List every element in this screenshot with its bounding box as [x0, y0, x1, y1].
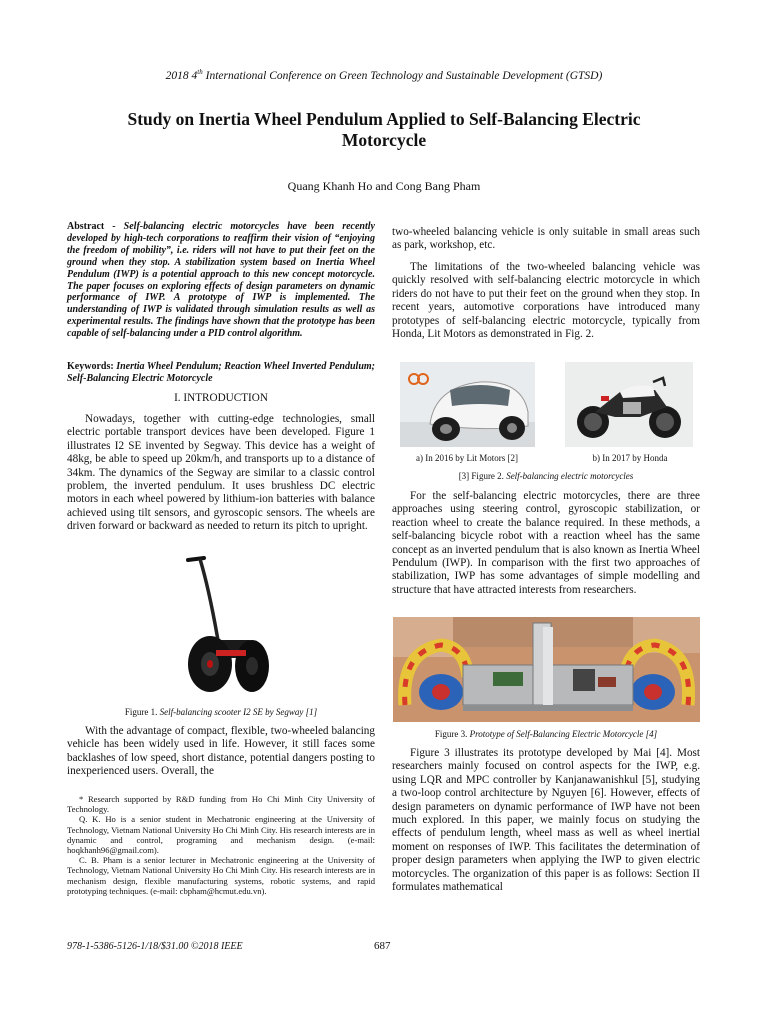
honda-motorcycle-image [565, 362, 693, 447]
keywords [67, 361, 375, 385]
figure-1-caption [67, 707, 375, 717]
keywords-body: Inertia Wheel Pendulum; Reaction Wheel Inverted Pendulum; Self-Balancing Electric Motorcycle [67, 361, 375, 384]
prototype-image [393, 617, 700, 722]
figure-1-text: Self-balancing scooter I2 SE by Segway [1] [159, 707, 318, 717]
section-heading-introduction: I. INTRODUCTION [174, 392, 268, 404]
page-number: 687 [374, 940, 391, 952]
figure-2-text: Self-balancing electric motorcycles [506, 471, 634, 481]
intro-paragraph-1: Nowadays, together with cutting-edge technologies, small electric portable transport devices have been developed. Figure 1 illustrates I2 SE invented by Segway. This device has a weight of 48kg, be able to speed up 20km/h, and transports up to a distance of 34km. The dynamics of the Segway are similar to a classic control problem, the inverted pendulum. It uses brushless DC electric motors in each wheel powered by lithium-ion batteries with balance achieved using tilt sensors, and gyroscopic sensors. The wheels are driven forward or backward as needed to return its pitch to upright. [67, 413, 375, 533]
footnote-author-2: C. B. Pham is a senior lecturer in Mechatronic engineering at the University of Technology, Vietnam National University Ho Chi Minh City. His research interests are in mechanism design, flexible manufacturing systems, robotic systems, and rapid prototyping techniques. (e-mail: cbpham@hcmut.edu.vn). [67, 855, 375, 896]
conference-header [0, 68, 768, 82]
right-paragraph-4: Figure 3 illustrates its prototype developed by Mai [4]. Most researchers mainly focused on control aspects for the IWP, e.g. using LQR and MPC controller by Kanjanawanishkul [5], studying a two-loop control architecture by Nguyen [6]. However, effects of design parameters on dynamic performance of IWP have not been much explored. In this paper, we mainly focus on studying the effects of pendulum length, wheel mass as well as wheel inertial moment on responses of IWP. This facilitates the determination of proper design parameters when applying the IWP to given electric motorcycles. The organization of this paper is as follows: Section II formulates mathematical [392, 747, 700, 894]
isbn-copyright: 978-1-5386-5126-1/18/$31.00 ©2018 IEEE [67, 941, 243, 952]
right-paragraph-3: For the self-balancing electric motorcycles, there are three approaches using steering control, gyroscopic stabilization, or reaction wheel to create the balance required. In these methods, a self-balancing bicycle robot with a reaction wheel has the same concept as an inverted pendulum that is also known as Inertia Wheel Pendulum (IWP). In comparison with the first two approaches of stabilization, IWP has some advantages of simple modelling and structure that have attracted interests from researchers. [392, 490, 700, 596]
conference-ordinal: th [197, 68, 203, 76]
figure-2-label: [3] Figure 2. [458, 471, 507, 481]
right-paragraph-1: two-wheeled balancing vehicle is only suitable in small areas such as park, workshop, etc. [392, 226, 700, 252]
footnotes [67, 794, 375, 896]
footnote-author-1: Q. K. Ho is a senior student in Mechatronic engineering at the University of Technology, Vietnam National University Ho Chi Minh City. His research interests are in dynamic and control, programing and mechanism design. (e-mail: hoqkhanh96@gmail.com). [67, 814, 375, 856]
abstract [67, 221, 375, 340]
conference-year: 2018 4 [165, 69, 198, 82]
figure-1-label: Figure 1. [124, 707, 160, 717]
paper-title: Study on Inertia Wheel Pendulum Applied to Self-Balancing Electric Motorcycle [127, 109, 641, 150]
figure-2-caption [392, 471, 700, 481]
right-paragraph-2: The limitations of the two-wheeled balancing vehicle was quickly resolved with self-balancing electric motorcycle in which riders do not have to put their feet on the ground when they stop. In recent years, automotive corporations have introduced many prototypes of self-balancing electric motorcycle, typically from Honda, Lit Motors as demonstrated in Fig. 2. [392, 261, 700, 341]
abstract-body: Self-balancing electric motorcycles have been recently developed by high-tech corporations to reaffirm their vision of “enjoying the freedom of mobility”, i.e. riders will not have to put their feet on the ground when they stop. A stabilization system based on Inertia Wheel Pendulum (IWP) is a potential approach to this new concept motorcycle. The paper focuses on exploring effects of design parameters on dynamic performance of IWP. A prototype of IWP is implemented. The understanding of IWP is validated through simulation results as well as experimental results. The findings have shown that the prototype has been capable of self-balancing under a PID control algorithm. [67, 221, 375, 340]
segway-image [180, 552, 272, 700]
abstract-label: Abstract - [67, 221, 116, 232]
figure-2b-caption: b) In 2017 by Honda [592, 453, 668, 463]
figure-3-label: Figure 3. [434, 729, 470, 739]
figure-2a-caption: a) In 2016 by Lit Motors [2] [416, 453, 518, 463]
paper-authors: Quang Khanh Ho and Cong Bang Pham [287, 179, 481, 193]
keywords-label: Keywords: [67, 361, 114, 372]
figure-3-text: Prototype of Self-Balancing Electric Motorcycle [4] [469, 729, 658, 739]
figure-3-caption [392, 729, 700, 739]
intro-paragraph-2: With the advantage of compact, flexible, two-wheeled balancing vehicle has been widely used in life. However, it still faces some backlashes of low speed, short distance, potential dangers posting to inexperienced users. Overall, the [67, 725, 375, 778]
lit-motors-image [400, 362, 535, 447]
conference-name: International Conference on Green Technology and Sustainable Development (GTSD) [202, 69, 603, 82]
footnote-funding: * Research supported by R&D funding from Ho Chi Minh City University of Technology. [67, 794, 375, 815]
